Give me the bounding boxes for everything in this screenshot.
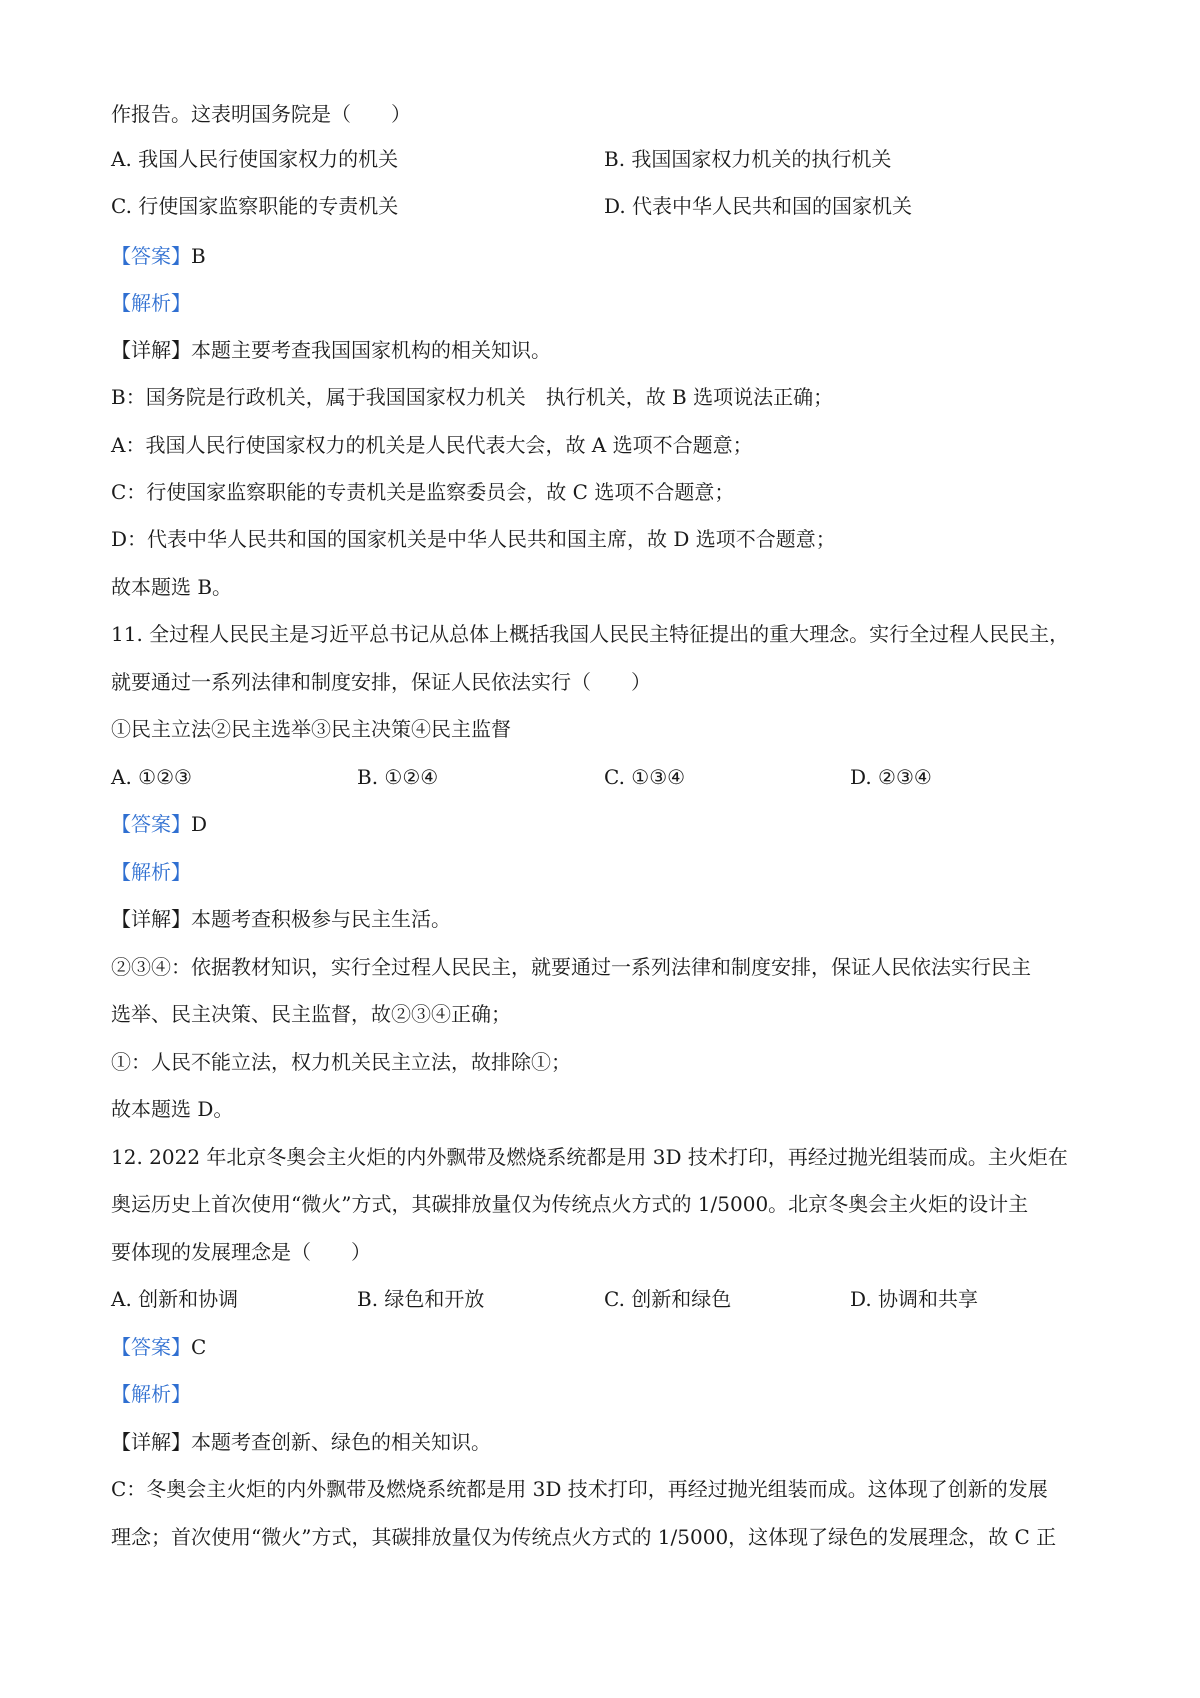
detail-tag: 【详解】 [111, 907, 191, 931]
detail-tag: 【详解】 [111, 338, 191, 362]
q10-explanation-c: C：行使国家监察职能的专责机关是监察委员会，故 C 选项不合题意； [111, 480, 735, 504]
q11-option-c: C. ①③④ [604, 765, 686, 789]
q10-conclusion: 故本题选 B。 [111, 575, 233, 599]
answer-value: D [191, 812, 208, 836]
question-stem-continuation: 作报告。这表明国务院是（ ） [111, 102, 411, 126]
q11-conclusion: 故本题选 D。 [111, 1097, 234, 1121]
q10-answer [111, 243, 206, 269]
q11-explanation-line-1: ②③④：依据教材知识，实行全过程人民民主，就要通过一系列法律和制度安排，保证人民依法实行民主 [111, 955, 1031, 979]
q11-analysis [111, 859, 191, 885]
answer-value: C [191, 1335, 207, 1359]
q10-explanation-d: D：代表中华人民共和国的国家机关是中华人民共和国主席，故 D 选项不合题意； [111, 527, 836, 551]
answer-tag: 【答案】 [111, 244, 191, 268]
q10-option-d: D. 代表中华人民共和国的国家机关 [604, 194, 913, 218]
q10-option-c: C. 行使国家监察职能的专责机关 [111, 194, 399, 218]
detail-text: 本题考查积极参与民主生活。 [191, 907, 451, 931]
q12-option-c: C. 创新和绿色 [604, 1287, 732, 1311]
q11-explanation-line-2: 选举、民主决策、民主监督，故②③④正确； [111, 1002, 511, 1026]
analysis-tag: 【解析】 [111, 1382, 191, 1406]
q12-answer [111, 1334, 206, 1360]
q12-stem-line-3: 要体现的发展理念是（ ） [111, 1240, 371, 1264]
q12-detail [111, 1429, 491, 1455]
analysis-tag: 【解析】 [111, 860, 191, 884]
analysis-tag: 【解析】 [111, 291, 191, 315]
q11-answer [111, 811, 207, 837]
q10-detail [111, 337, 551, 363]
q11-option-a: A. ①②③ [111, 765, 192, 789]
q10-analysis [111, 290, 191, 316]
answer-value: B [191, 244, 206, 268]
q11-explanation-line-3: ①：人民不能立法，权力机关民主立法，故排除①； [111, 1050, 571, 1074]
q12-stem-line-1: 12. 2022 年北京冬奥会主火炬的内外飘带及燃烧系统都是用 3D 技术打印，再经过抛光组装而成。主火炬在 [111, 1145, 1068, 1169]
q11-option-d: D. ②③④ [850, 765, 932, 789]
q12-analysis [111, 1381, 191, 1407]
q12-option-d: D. 协调和共享 [850, 1287, 979, 1311]
q12-option-a: A. 创新和协调 [111, 1287, 239, 1311]
detail-text: 本题主要考查我国国家机构的相关知识。 [191, 338, 551, 362]
q11-stem-line-2: 就要通过一系列法律和制度安排，保证人民依法实行（ ） [111, 670, 651, 694]
q11-detail [111, 906, 451, 932]
q12-explanation-line-1: C：冬奥会主火炬的内外飘带及燃烧系统都是用 3D 技术打印，再经过抛光组装而成。这体现了创新的发展 [111, 1477, 1048, 1501]
detail-tag: 【详解】 [111, 1430, 191, 1454]
q12-stem-line-2: 奥运历史上首次使用“微火”方式，其碳排放量仅为传统点火方式的 1/5000。北京冬奥会主火炬的设计主 [111, 1192, 1029, 1216]
q10-option-a: A. 我国人民行使国家权力的机关 [111, 147, 399, 171]
q12-option-b: B. 绿色和开放 [357, 1287, 485, 1311]
q10-explanation-b: B：国务院是行政机关，属于我国国家权力机关 执行机关，故 B 选项说法正确； [111, 385, 834, 409]
answer-tag: 【答案】 [111, 1335, 191, 1359]
q10-option-b: B. 我国国家权力机关的执行机关 [604, 147, 892, 171]
detail-text: 本题考查创新、绿色的相关知识。 [191, 1430, 491, 1454]
q11-stem-line-1: 11. 全过程人民民主是习近平总书记从总体上概括我国人民民主特征提出的重大理念。实行全过程人民民主， [111, 622, 1070, 646]
q11-option-b: B. ①②④ [357, 765, 439, 789]
q12-explanation-line-2: 理念；首次使用“微火”方式，其碳排放量仅为传统点火方式的 1/5000，这体现了绿色的发展理念，故 C 正 [111, 1525, 1057, 1549]
q11-items: ①民主立法②民主选举③民主决策④民主监督 [111, 717, 511, 741]
q10-explanation-a: A：我国人民行使国家权力的机关是人民代表大会，故 A 选项不合题意； [111, 433, 753, 457]
answer-tag: 【答案】 [111, 812, 191, 836]
